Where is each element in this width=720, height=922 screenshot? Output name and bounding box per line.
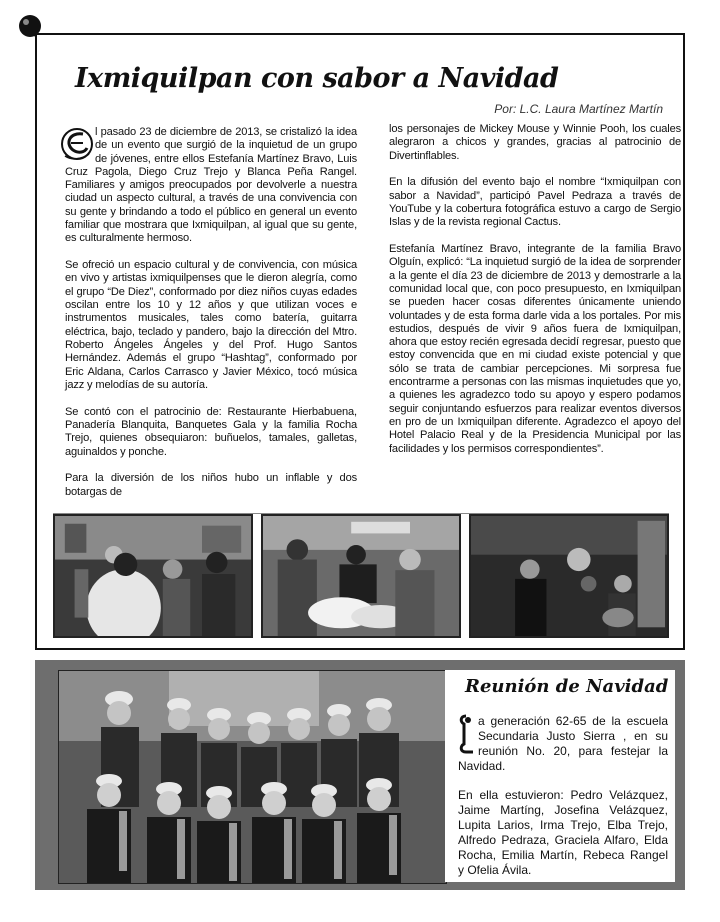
- reunion-paragraph: En ella estuvieron: Pedro Velázquez, Jaime Martíng, Josefina Velázquez, Lupita Larios, Irma Trejo, Elba Trejo, Alfredo Pedraza, Graciela Alfaro, Elda Rocha, Emilia Martín, Rebeca Rangel y Ofelia Ávila.: [458, 788, 668, 877]
- article-byline: Por: L.C. Laura Martínez Martín: [494, 102, 663, 116]
- article-title: Ixmiquilpan con sabor a Navidad: [75, 63, 559, 94]
- article-paragraph: En la difusión del evento bajo el nombre “Ixmiquilpan con sabor a Navidad”, participó Pavel Pedraza a través de YouTube y la cobertura fotográfica estuvo a cargo de Sergio Islas y de la revista regional Cactus.: [389, 176, 681, 229]
- article-paragraph: [65, 126, 357, 246]
- reunion-paragraph: [458, 714, 668, 774]
- event-photo-band: [469, 514, 669, 638]
- article-paragraph: Para la diversión de los niños hubo un inflable y dos botargas de: [65, 472, 357, 498]
- ornamental-l-icon: [458, 714, 474, 754]
- paragraph-text: l pasado 23 de diciembre de 2013, se cristalizó la idea de un evento que surgió de la inquietud de un grupo de jóvenes, entre ellos Estefanía Martínez Bravo, Luis Cruz Pagola, Diego Cruz Trejo y Blanca Peña Rangel. Familiares y amigos preocupados por devolverle a nuestra ciudad un aspecto cultural, a través de una convivencia con su gente y brindando a todo el público en general un evento familiar que mostrara que Ixmiquilpan, al igual que su gente, es culturalmente hermoso.: [65, 126, 357, 245]
- article-box: [35, 33, 685, 650]
- ornamental-e-icon: [61, 126, 93, 162]
- photo-strip: [53, 513, 669, 642]
- reunion-title: Reunión de Navidad: [465, 676, 669, 697]
- article-paragraph: los personajes de Mickey Mouse y Winnie Pooh, los cuales alegraron a chicos y grandes, gracias al patrocinio de Divertinflables.: [389, 123, 681, 162]
- reunion-text-panel: [445, 670, 675, 882]
- article-paragraph: Se contó con el patrocinio de: Restaurante Hierbabuena, Panadería Blanquita, Banquetes Gala y la familia Rocha Trejo, quienes obsequiaron: buñuelos, tamales, galletas, aguinaldos y ponche.: [65, 405, 357, 458]
- reunion-paragraph-text: a generación 62-65 de la escuela Secundaria Justo Sierra , en su reunión No. 20, para festejar la Navidad.: [458, 714, 668, 773]
- event-photo-crowd: [53, 514, 253, 638]
- reunion-section: [35, 660, 685, 890]
- article-column-left: [65, 126, 357, 512]
- article-paragraph: Se ofreció un espacio cultural y de convivencia, con música en vivo y artistas ixmiquilpenses que le dieron alegría, como el grupo “De Diez”, conformado por diez niños cuyas edades oscilan entre los 10 y 12 años y que utilizan voces e instrumentos musicales, tales como batería, guitarra eléctrica, bajo, teclado y pandero, bajo la dirección del Mtro. Roberto Ángeles Ángeles y del Prof. Hugo Santos Hernández. Además el grupo “Hashtag”, conformado por Eric Aldana, Carlos Carrasco y Javier México, tocó música jazz y melodías de su autoría.: [65, 259, 357, 391]
- event-photo-food: [261, 514, 461, 638]
- reunion-group-photo: [58, 670, 447, 884]
- reunion-body: [458, 714, 668, 892]
- article-paragraph: Estefanía Martínez Bravo, integrante de la familia Bravo Olguín, explicó: “La inquietud surgió de la idea de sorprender a la gente el día 23 de diciembre de 2013 y demostrarle a la comunidad local que, con poco presupuesto, en Ixmiquilpan se pueden hacer cosas diferentes únicamente uniendo voluntades y de esta forma darle vida a los portales. Por mis estudios, después de vivir 9 años fuera de Ixmiquilpan, ahora que estoy recién egresada decidí regresar, puesto que estoy convencida que en mi ciudad existe potencial y que sólo se trata de cambiar percepciones. Mi sorpresa fue encontrarme a personas con las mismas inquietudes que yo, a quienes les agradezco todo su apoyo y espero podamos seguir conjuntando esfuerzos para realizar eventos diversos en pro de un Ixmiquilpan diferente. Agradezco el apoyo del Hotel Palacio Real y de la Presidencia Municipal por las facilidades y los permisos correspondientes”.: [389, 243, 681, 455]
- article-column-right: [389, 123, 681, 469]
